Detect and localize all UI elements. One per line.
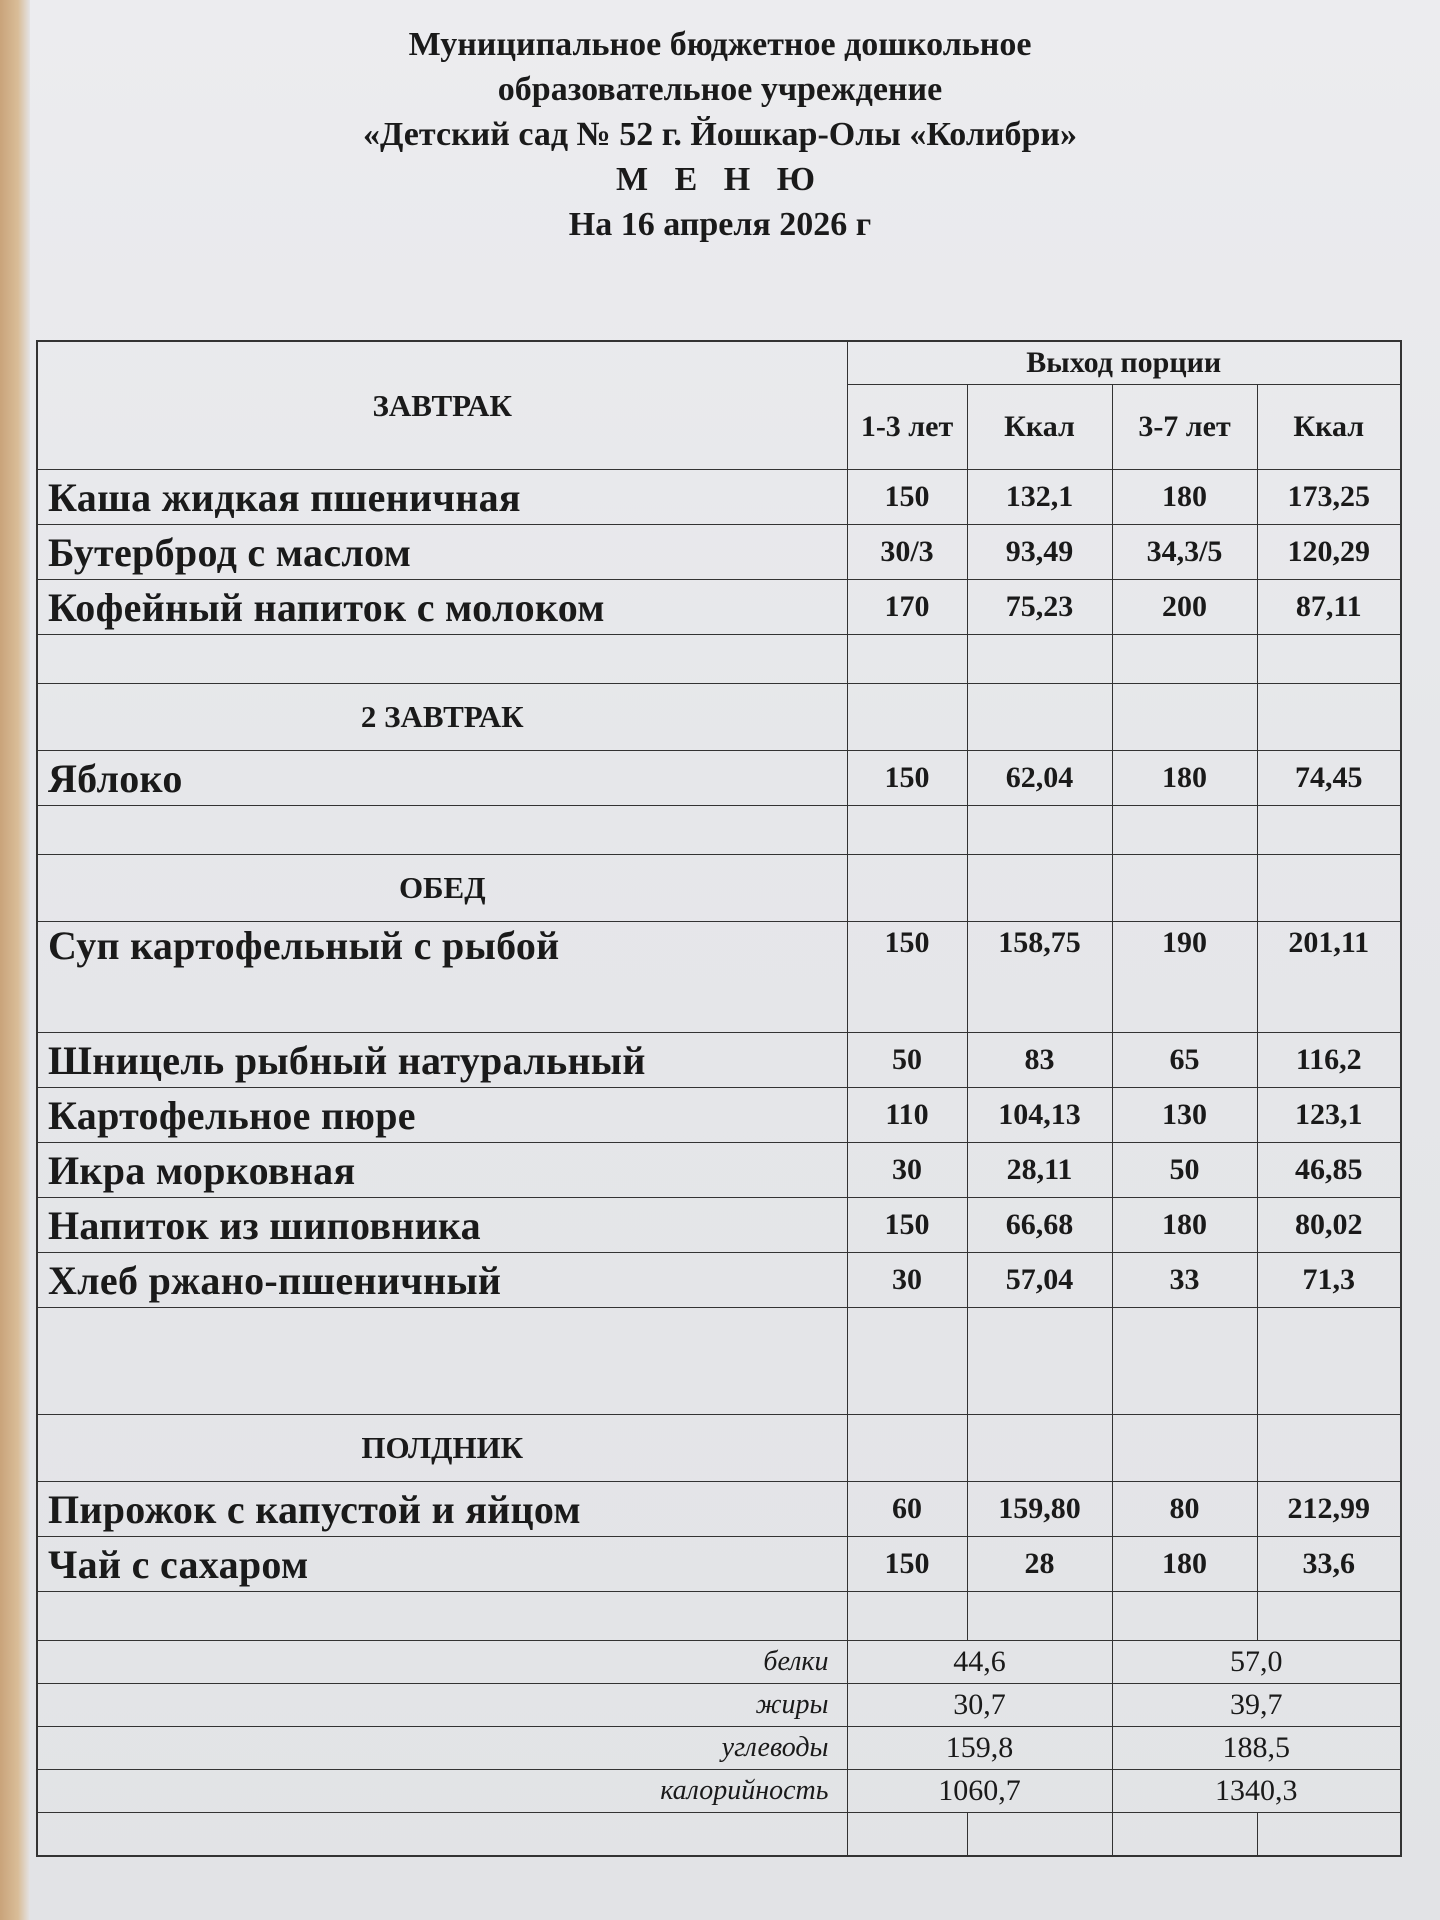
empty-row (37, 1308, 1401, 1415)
portion-3-7: 180 (1112, 751, 1257, 806)
portion-3-7: 65 (1112, 1033, 1257, 1088)
empty-cell (847, 684, 967, 751)
summary-value-3-7: 188,5 (1112, 1727, 1401, 1770)
portion-3-7: 33 (1112, 1253, 1257, 1308)
empty-cell (1112, 635, 1257, 684)
empty-cell (1112, 1592, 1257, 1641)
portion-1-3: 60 (847, 1482, 967, 1537)
empty-cell (847, 1592, 967, 1641)
portion-1-3: 150 (847, 1537, 967, 1592)
kcal-1-3: 57,04 (967, 1253, 1112, 1308)
org-line-1: Муниципальное бюджетное дошкольное (408, 26, 1032, 63)
snack-heading (37, 1415, 1401, 1482)
kcal-1-3: 104,13 (967, 1088, 1112, 1143)
empty-cell (1257, 1813, 1401, 1857)
table-row (37, 1537, 1401, 1592)
kcal-3-7: 33,6 (1257, 1537, 1401, 1592)
table-row (37, 470, 1401, 525)
portion-1-3: 150 (847, 470, 967, 525)
empty-cell (37, 1592, 847, 1641)
dish-name: Бутерброд с маслом (37, 525, 847, 580)
empty-cell (37, 806, 847, 855)
table-row (37, 1198, 1401, 1253)
kcal-3-7: 120,29 (1257, 525, 1401, 580)
breakfast-heading: ЗАВТРАК (37, 341, 847, 470)
empty-cell (847, 806, 967, 855)
empty-cell (37, 1813, 847, 1857)
table-row (37, 580, 1401, 635)
portion-3-7: 200 (1112, 580, 1257, 635)
empty-cell (1257, 1415, 1401, 1482)
empty-cell (967, 806, 1112, 855)
col-age-1-3: 1-3 лет (847, 385, 967, 470)
lunch-heading (37, 855, 1401, 922)
table-row (37, 1253, 1401, 1308)
kcal-3-7: 46,85 (1257, 1143, 1401, 1198)
empty-cell (1257, 635, 1401, 684)
empty-cell (967, 1592, 1112, 1641)
dish-name: Яблоко (37, 751, 847, 806)
portion-1-3: 110 (847, 1088, 967, 1143)
portion-1-3: 150 (847, 1198, 967, 1253)
table-row (37, 525, 1401, 580)
col-age-3-7: 3-7 лет (1112, 385, 1257, 470)
kcal-1-3: 66,68 (967, 1198, 1112, 1253)
empty-row (37, 1813, 1401, 1857)
empty-cell (967, 1308, 1112, 1415)
empty-cell (1112, 1415, 1257, 1482)
empty-cell (1257, 1308, 1401, 1415)
kcal-3-7: 123,1 (1257, 1088, 1401, 1143)
dish-name: Икра морковная (37, 1143, 847, 1198)
empty-cell (847, 1813, 967, 1857)
portion-1-3: 150 (847, 922, 967, 1033)
table-row (37, 751, 1401, 806)
empty-cell (847, 855, 967, 922)
table-row (37, 1143, 1401, 1198)
dish-name: Шницель рыбный натуральный (37, 1033, 847, 1088)
kcal-1-3: 28 (967, 1537, 1112, 1592)
dish-name: Картофельное пюре (37, 1088, 847, 1143)
summary-row (37, 1684, 1401, 1727)
empty-cell (1257, 855, 1401, 922)
portion-1-3: 50 (847, 1033, 967, 1088)
empty-cell (1112, 1308, 1257, 1415)
empty-cell (967, 855, 1112, 922)
empty-cell (847, 635, 967, 684)
org-line-2: образовательное учреждение (497, 71, 943, 108)
empty-cell (1257, 684, 1401, 751)
breakfast2-heading-title: 2 ЗАВТРАК (37, 684, 847, 751)
portion-1-3: 30 (847, 1143, 967, 1198)
document-header (0, 22, 1440, 247)
dish-name: Хлеб ржано-пшеничный (37, 1253, 847, 1308)
table-row (37, 1033, 1401, 1088)
kcal-1-3: 132,1 (967, 470, 1112, 525)
summary-value-1-3: 44,6 (847, 1641, 1112, 1684)
portion-1-3: 30 (847, 1253, 967, 1308)
dish-name: Кофейный напиток с молоком (37, 580, 847, 635)
empty-cell (37, 1308, 847, 1415)
summary-value-3-7: 57,0 (1112, 1641, 1401, 1684)
kcal-3-7: 80,02 (1257, 1198, 1401, 1253)
kcal-3-7: 201,11 (1257, 922, 1401, 1033)
empty-cell (847, 1308, 967, 1415)
summary-row (37, 1641, 1401, 1684)
dish-name: Чай с сахаром (37, 1537, 847, 1592)
dish-name: Каша жидкая пшеничная (37, 470, 847, 525)
dish-name: Суп картофельный с рыбой (37, 922, 847, 1033)
empty-cell (1112, 855, 1257, 922)
dish-name: Напиток из шиповника (37, 1198, 847, 1253)
summary-value-1-3: 1060,7 (847, 1770, 1112, 1813)
menu-date: На 16 апреля 2026 г (568, 206, 872, 243)
portion-3-7: 180 (1112, 470, 1257, 525)
empty-cell (967, 684, 1112, 751)
col-kcal-3-7: Ккал (1257, 385, 1401, 470)
empty-row (37, 635, 1401, 684)
empty-cell (1257, 1592, 1401, 1641)
lunch-heading-title: ОБЕД (37, 855, 847, 922)
empty-row (37, 806, 1401, 855)
summary-label: белки (37, 1641, 847, 1684)
empty-cell (37, 635, 847, 684)
portion-1-3: 170 (847, 580, 967, 635)
portion-3-7: 80 (1112, 1482, 1257, 1537)
empty-cell (1112, 1813, 1257, 1857)
menu-title: М Е Н Ю (616, 161, 824, 198)
kcal-1-3: 75,23 (967, 580, 1112, 635)
portion-1-3: 150 (847, 751, 967, 806)
kcal-3-7: 173,25 (1257, 470, 1401, 525)
table-row (37, 922, 1401, 1033)
empty-row (37, 1592, 1401, 1641)
kcal-3-7: 116,2 (1257, 1033, 1401, 1088)
summary-row (37, 1727, 1401, 1770)
portion-1-3: 30/3 (847, 525, 967, 580)
org-line-3: «Детский сад № 52 г. Йошкар-Олы «Колибри» (362, 116, 1078, 153)
breakfast2-heading (37, 684, 1401, 751)
table-row (37, 1088, 1401, 1143)
empty-cell (847, 1415, 967, 1482)
portion-3-7: 34,3/5 (1112, 525, 1257, 580)
empty-cell (1257, 806, 1401, 855)
empty-cell (967, 1415, 1112, 1482)
dish-name: Пирожок с капустой и яйцом (37, 1482, 847, 1537)
kcal-3-7: 87,11 (1257, 580, 1401, 635)
empty-cell (1112, 806, 1257, 855)
empty-cell (967, 635, 1112, 684)
portion-3-7: 50 (1112, 1143, 1257, 1198)
summary-value-3-7: 1340,3 (1112, 1770, 1401, 1813)
portion-3-7: 190 (1112, 922, 1257, 1033)
summary-label: жиры (37, 1684, 847, 1727)
portion-header: Выход порции (847, 341, 1401, 385)
kcal-1-3: 28,11 (967, 1143, 1112, 1198)
empty-cell (1112, 684, 1257, 751)
kcal-1-3: 83 (967, 1033, 1112, 1088)
portion-3-7: 130 (1112, 1088, 1257, 1143)
kcal-3-7: 74,45 (1257, 751, 1401, 806)
kcal-3-7: 71,3 (1257, 1253, 1401, 1308)
kcal-1-3: 159,80 (967, 1482, 1112, 1537)
summary-value-1-3: 159,8 (847, 1727, 1112, 1770)
menu-table (36, 340, 1402, 1857)
portion-3-7: 180 (1112, 1198, 1257, 1253)
col-kcal-1-3: Ккал (967, 385, 1112, 470)
portion-3-7: 180 (1112, 1537, 1257, 1592)
kcal-1-3: 93,49 (967, 525, 1112, 580)
snack-heading-title: ПОЛДНИК (37, 1415, 847, 1482)
summary-value-1-3: 30,7 (847, 1684, 1112, 1727)
summary-label: калорийность (37, 1770, 847, 1813)
summary-row (37, 1770, 1401, 1813)
summary-label: углеводы (37, 1727, 847, 1770)
table-row (37, 1482, 1401, 1537)
kcal-3-7: 212,99 (1257, 1482, 1401, 1537)
kcal-1-3: 62,04 (967, 751, 1112, 806)
background-edge (0, 0, 30, 1920)
empty-cell (967, 1813, 1112, 1857)
summary-value-3-7: 39,7 (1112, 1684, 1401, 1727)
kcal-1-3: 158,75 (967, 922, 1112, 1033)
